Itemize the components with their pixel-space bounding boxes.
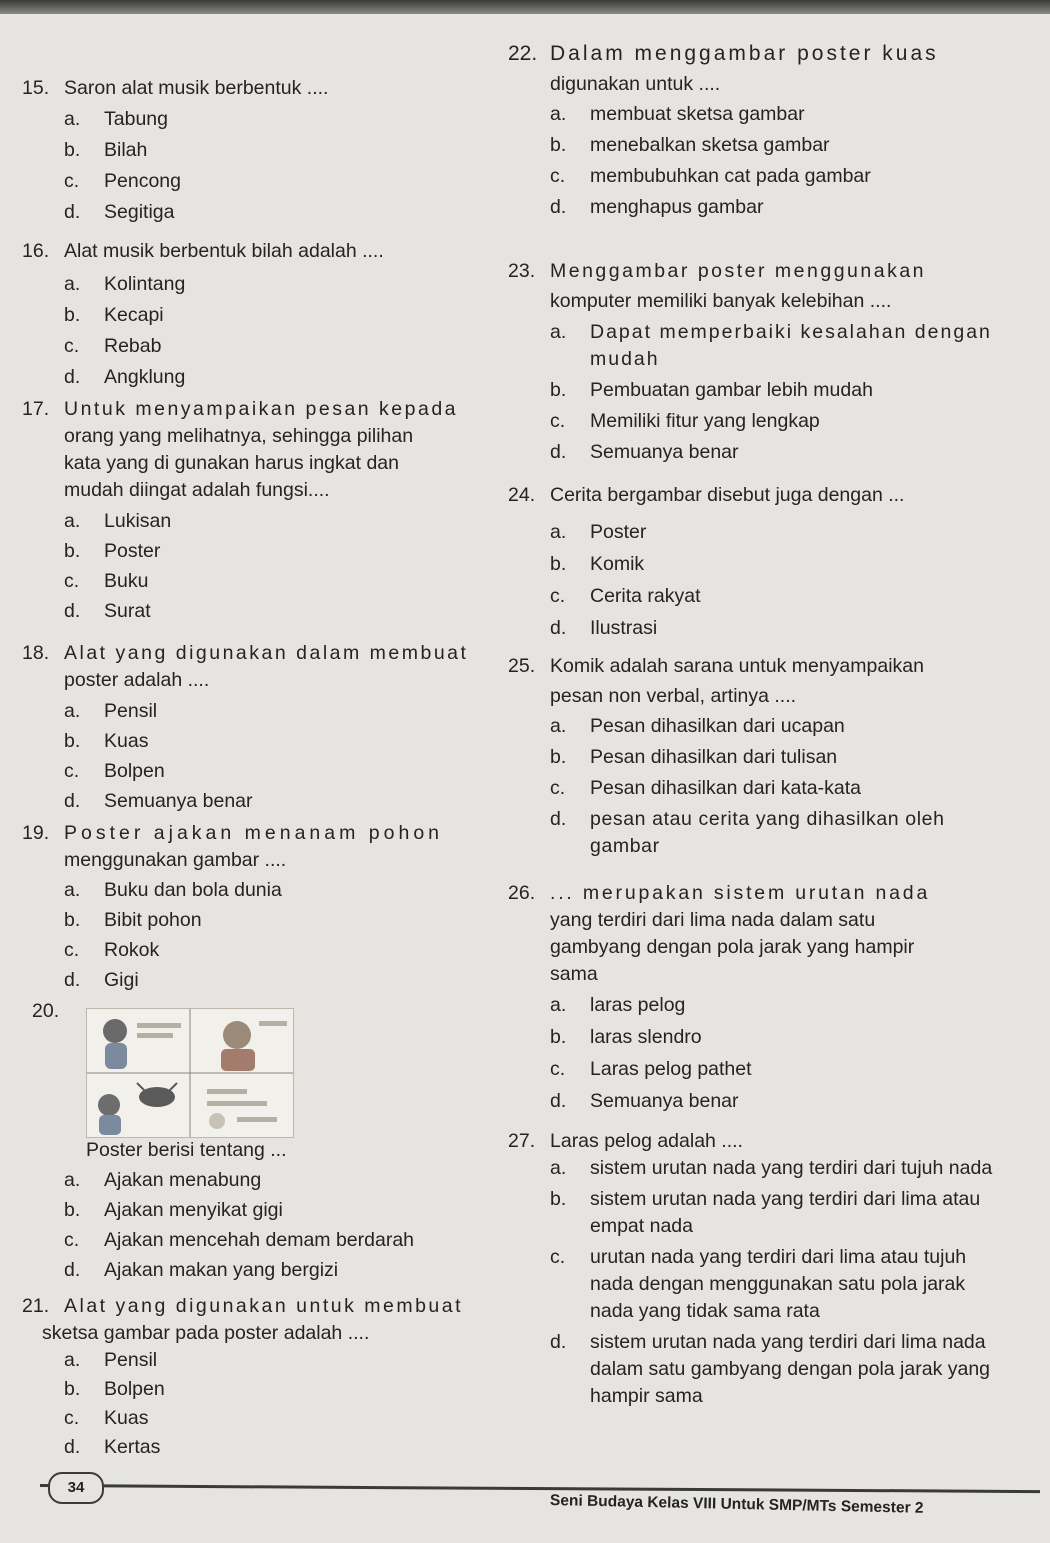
option-b[interactable]: b. sistem urutan nada yang terdiri dari lima atau empat nada: [550, 1188, 981, 1237]
question-number: 24.: [508, 484, 536, 506]
option-b[interactable]: b. Pembuatan gambar lebih mudah: [550, 379, 873, 401]
option-d[interactable]: d. sistem urutan nada yang terdiri dari lima nada dalam satu gambyang dengan pola jarak yang hampir sama: [550, 1331, 991, 1407]
question-text-line: sama: [550, 963, 598, 985]
option-b[interactable]: b. laras slendro: [550, 1026, 702, 1048]
option-a[interactable]: a. Poster: [550, 521, 647, 543]
question-text-line: digunakan untuk ....: [550, 73, 721, 95]
question-number: 15.: [22, 77, 50, 99]
page-top-shadow: [0, 0, 1050, 14]
option-c[interactable]: c. membubuhkan cat pada gambar: [550, 165, 871, 187]
question-text-line: gambyang dengan pola jarak yang hampir: [550, 936, 915, 958]
option-b[interactable]: b. menebalkan sketsa gambar: [550, 134, 830, 156]
option-d[interactable]: d. Ajakan makan yang bergizi: [64, 1259, 339, 1281]
option-d[interactable]: d. Semuanya benar: [550, 441, 739, 463]
question-text: Cerita bergambar disebut juga dengan ...: [550, 484, 905, 506]
poster-drawing: [87, 1009, 293, 1137]
question-text: Untuk menyampaikan pesan kepada: [64, 398, 459, 420]
option-c[interactable]: c. Ajakan mencehah demam berdarah: [64, 1229, 415, 1251]
option-c[interactable]: c. Laras pelog pathet: [550, 1058, 752, 1080]
question-27: [508, 1128, 1008, 1410]
option-c[interactable]: c. Kuas: [64, 1407, 149, 1429]
option-d[interactable]: d. Angklung: [64, 366, 186, 388]
question-text: Dalam menggambar poster kuas: [550, 42, 939, 65]
option-b[interactable]: b. Ajakan menyikat gigi: [64, 1199, 283, 1221]
poster-illustration: [86, 1008, 294, 1138]
option-b[interactable]: b. Pesan dihasilkan dari tulisan: [550, 746, 838, 768]
question-text: Menggambar poster menggunakan: [550, 260, 927, 282]
question-text-line: orang yang melihatnya, sehingga pilihan: [64, 425, 414, 447]
question-25: [508, 653, 1008, 860]
option-a[interactable]: a. Lukisan: [64, 510, 172, 532]
option-c[interactable]: c. Rokok: [64, 939, 160, 961]
option-a[interactable]: a. Ajakan menabung: [64, 1169, 262, 1191]
option-d[interactable]: d. Segitiga: [64, 201, 175, 223]
question-text: Komik adalah sarana untuk menyampaikan: [550, 655, 924, 677]
question-text: Poster berisi tentang ...: [86, 1139, 287, 1161]
question-15: [22, 75, 500, 226]
option-b[interactable]: b. Kuas: [64, 730, 149, 752]
option-c[interactable]: c. Buku: [64, 570, 149, 592]
question-22: [508, 40, 1008, 221]
option-a[interactable]: a. laras pelog: [550, 994, 686, 1016]
option-a[interactable]: a. Pesan dihasilkan dari ucapan: [550, 715, 845, 737]
question-number: 17.: [22, 398, 50, 420]
question-number: 18.: [22, 642, 50, 664]
option-c[interactable]: c. Pencong: [64, 170, 181, 192]
question-text-line: yang terdiri dari lima nada dalam satu: [550, 909, 876, 931]
question-number: 19.: [22, 822, 50, 844]
question-text-line: poster adalah ....: [64, 669, 210, 691]
question-number: 20.: [32, 1000, 60, 1022]
question-23: [508, 258, 1008, 466]
question-19: [22, 820, 500, 994]
option-d[interactable]: d. Gigi: [64, 969, 139, 991]
question-20: [22, 1137, 500, 1284]
option-c[interactable]: c. Cerita rakyat: [550, 585, 701, 607]
option-b[interactable]: b. Bibit pohon: [64, 909, 202, 931]
question-text-line: mudah diingat adalah fungsi....: [64, 479, 330, 501]
page-number: 34: [48, 1472, 104, 1504]
option-a[interactable]: a. Kolintang: [64, 273, 186, 295]
question-21: [22, 1293, 500, 1461]
question-text: Alat musik berbentuk bilah adalah ....: [64, 240, 384, 262]
question-26: [508, 880, 1008, 1115]
option-b[interactable]: b. Bilah: [64, 139, 148, 161]
question-number: 21.: [22, 1295, 50, 1317]
question-18: [22, 640, 500, 815]
question-text: Poster ajakan menanam pohon: [64, 822, 444, 844]
question-number: 26.: [508, 882, 536, 904]
question-text: ... merupakan sistem urutan nada: [550, 882, 931, 904]
question-24: [508, 482, 1008, 642]
option-b[interactable]: b. Kecapi: [64, 304, 164, 326]
option-c[interactable]: c. Memiliki fitur yang lengkap: [550, 410, 820, 432]
option-c[interactable]: c. urutan nada yang terdiri dari lima atau tujuh nada dengan menggunakan satu pola jarak nada yang tidak sama rata: [550, 1246, 967, 1322]
option-d[interactable]: d. Kertas: [64, 1436, 161, 1458]
question-16: [22, 238, 500, 391]
footer-rule: [40, 1484, 1040, 1493]
option-a[interactable]: a. Tabung: [64, 108, 168, 130]
option-c[interactable]: c. Bolpen: [64, 760, 165, 782]
option-d[interactable]: d. Semuanya benar: [64, 790, 253, 812]
option-b[interactable]: b. Bolpen: [64, 1378, 165, 1400]
book-title: Seni Budaya Kelas VIII Untuk SMP/MTs Semester 2: [549, 1492, 924, 1517]
option-a[interactable]: a. membuat sketsa gambar: [550, 103, 805, 125]
option-a[interactable]: a. Pensil: [64, 1349, 158, 1371]
option-a[interactable]: a. sistem urutan nada yang terdiri dari tujuh nada: [550, 1157, 993, 1179]
question-text-line: pesan non verbal, artinya ....: [550, 685, 797, 707]
option-a[interactable]: a. Pensil: [64, 700, 158, 722]
option-c[interactable]: c. Rebab: [64, 335, 162, 357]
question-number: 23.: [508, 260, 536, 282]
option-a[interactable]: a. Dapat memperbaiki kesalahan dengan mudah: [550, 321, 992, 370]
question-17: [22, 396, 500, 625]
option-c[interactable]: c. Pesan dihasilkan dari kata-kata: [550, 777, 861, 799]
option-d[interactable]: d. menghapus gambar: [550, 196, 764, 218]
question-number: 22.: [508, 42, 538, 65]
question-text: Alat yang digunakan dalam membuat: [64, 642, 469, 664]
option-d[interactable]: d. Semuanya benar: [550, 1090, 739, 1112]
question-number: 16.: [22, 240, 50, 262]
question-text-line: komputer memiliki banyak kelebihan ....: [550, 290, 892, 312]
option-d[interactable]: d. pesan atau cerita yang dihasilkan oleh gambar: [550, 808, 945, 857]
question-number: 25.: [508, 655, 536, 677]
question-text: Saron alat musik berbentuk ....: [64, 77, 329, 99]
question-text-line: kata yang di gunakan harus ingkat dan: [64, 452, 399, 474]
option-d[interactable]: d. Ilustrasi: [550, 617, 658, 639]
question-text-line: menggunakan gambar ....: [64, 849, 287, 871]
option-b[interactable]: b. Poster: [64, 540, 161, 562]
question-text: Alat yang digunakan untuk membuat: [64, 1295, 464, 1317]
question-text-line: sketsa gambar pada poster adalah ....: [42, 1322, 370, 1344]
question-number: 27.: [508, 1130, 536, 1152]
question-text: Laras pelog adalah ....: [550, 1130, 743, 1152]
option-b[interactable]: b. Komik: [550, 553, 645, 575]
option-d[interactable]: d. Surat: [64, 600, 151, 622]
option-a[interactable]: a. Buku dan bola dunia: [64, 879, 282, 901]
